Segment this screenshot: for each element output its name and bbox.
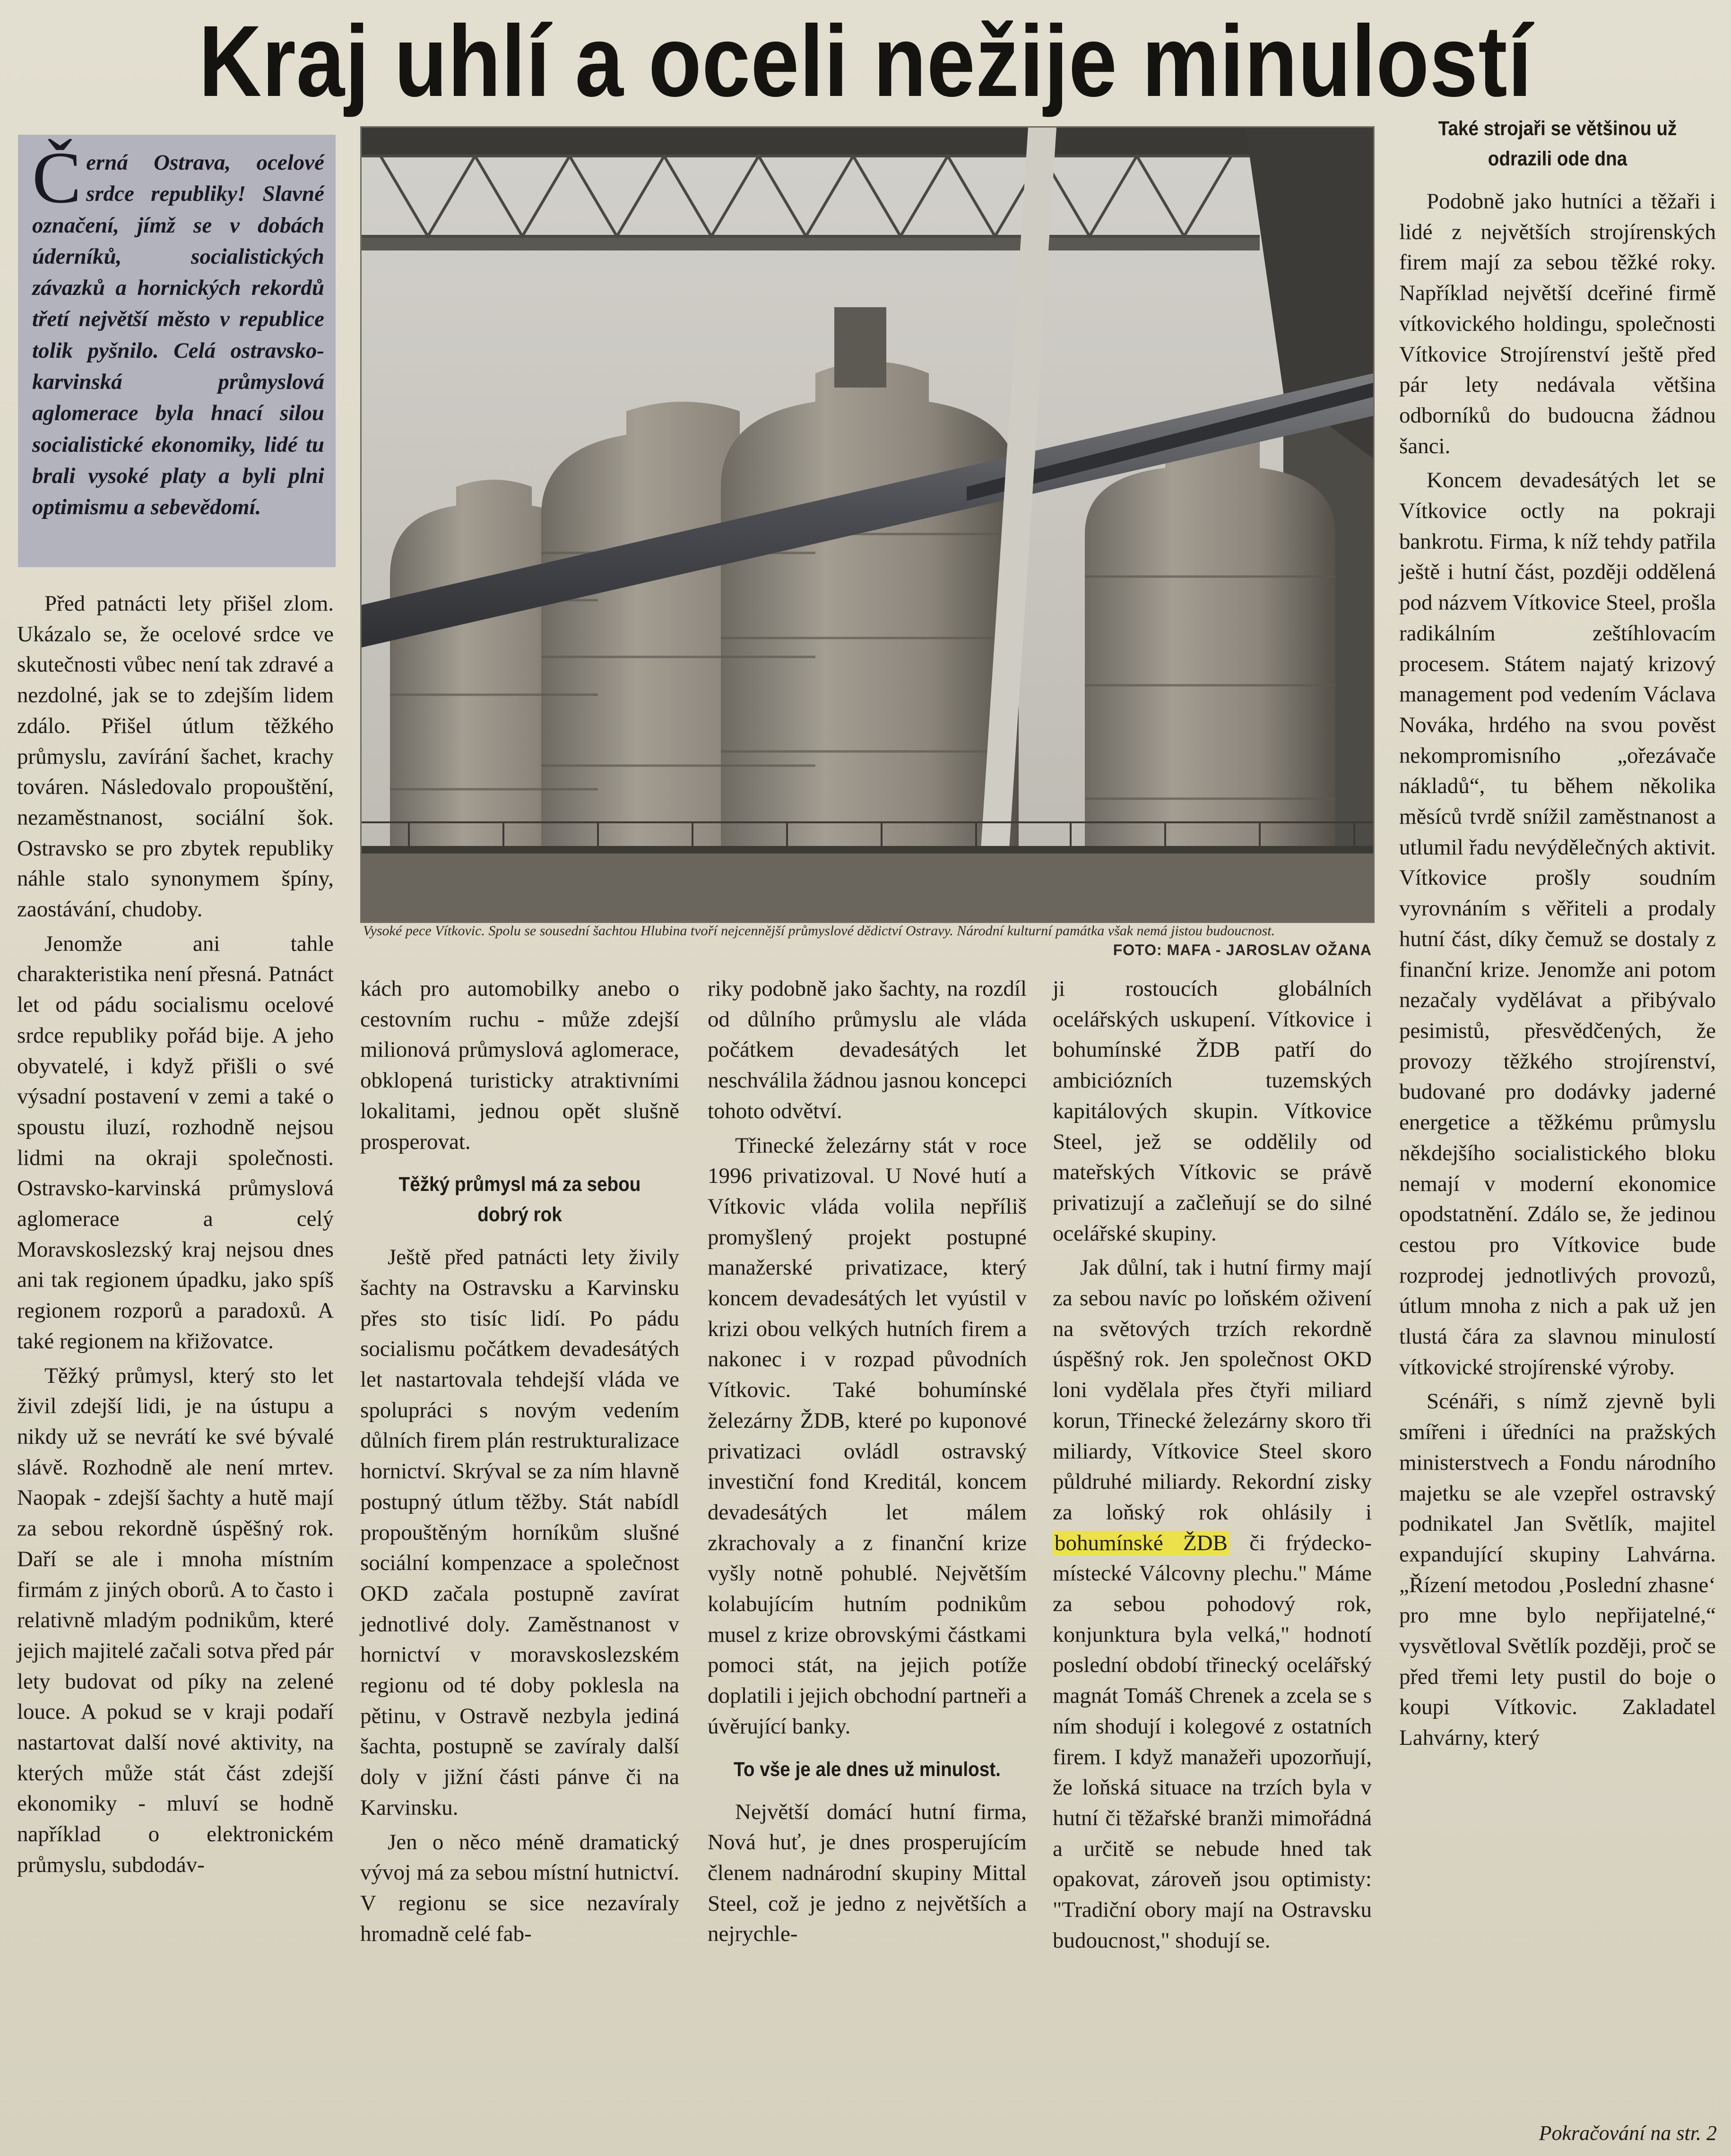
paragraph: Třinecké železárny stát v roce 1996 privatizoval. U Nové hutí a Vítkovic vláda volila nepříliš promyšlený projekt postupné manažerské privatizace, který koncem devadesátých let vyústil v krizi obou velkých hutních firem a nakonec i v rozpad původních Vítkovic. Také bohumínské železárny ŽDB, které po kuponové privatizaci ovládl ostravský investiční fond Kreditál, koncem devadesátých let málem zkrachovaly a z finanční krize vyšly notně pohublé. Největším kolabujícím hutním podnikům musel z krize obrovskými částkami pomoci stát, na jejich potíže doplatili i jejich obchodní partneři a úvěrující banky.	[708, 1133, 1027, 1739]
paragraph: Jenomže ani tahle charakteristika není přesná. Patnáct let od pádu socialismu ocelové srdce republiky pořád bije. A jeho obyvatelé, i když přišli o své výsadní postavení v zemi a také o spoustu iluzí, rozhodně nejsou lidmi na okraji společnosti. Ostravsko-karvinská průmyslová aglomerace a celý Moravskoslezský kraj nejsou dnes ani tak regionem úpadku, jako spíš regionem rozporů a paradoxů. A také regionem na křižovatce.	[17, 931, 334, 1354]
paragraph-text: či frýdecko-místecké Válcovny plechu." Máme za sebou pohodový rok, konjunktura byla velká," hodnotí poslední období třinecký ocelářský magnát Tomáš Chrenek a zcela se s ním shodují i kolegové z ostatních firem. I když manažeři upozorňují, že loňská situace na trzích byla v hutní či těžařské branži mimořádná a určitě se nebude hned tak opakovat, zároveň jsou optimisty: "Tradiční obory mají na Ostravsku budoucnost," shodují se.	[1053, 1530, 1372, 1953]
blast-furnace-image	[362, 128, 1373, 922]
drop-cap: Č	[32, 137, 82, 218]
photo-credit: FOTO: MAFA - JAROSLAV OŽANA	[1113, 941, 1372, 958]
blast-furnace-photo	[362, 128, 1373, 922]
paragraph: Ještě před patnácti lety živily šachty na Ostravsku a Karvinsku přes sto tisíc lidí. Po pádu socialismu počátkem devadesátých let nastartovala tehdejší vláda ve spolupráci s novým vedením důlních firem plán restrukturalizace hornictví. Skrýval se za ním hlavně postupný útlum těžby. Stát nabídl propouštěným horníkům slušné sociální kompenzace a společnost OKD začala postupně zavírat jednotlivé doly. Zaměstnanost v hornictví v moravskoslezském regionu od té doby poklesla na pětinu, v Ostravě nezbyla jediná šachta, postupně se zavíraly další doly v jižní části pánve či na Karvinsku.	[360, 1245, 679, 1820]
paragraph: Největší domácí hutní firma, Nová huť, je dnes prosperujícím členem nadnárodní skupiny Mittal Steel, což je jedno z největších a nejrychle-	[708, 1799, 1027, 1947]
paragraph: ji rostoucích globálních ocelářských uskupení. Vítkovice i bohumínské ŽDB patří do ambiciózních tuzemských kapitálových skupin. Vítkovice Steel, jež se oddělily od mateřských Vítkovic se právě privatizují a začleňují se do silné ocelářské skupiny.	[1053, 976, 1372, 1246]
paragraph: Těžký průmysl, který sto let živil zdejší lidi, je na ústupu a nikdy už se nevrátí ke své bývalé slávě. Rozhodně ale není mrtev. Naopak - zdejší šachty a hutě mají za sebou rekordně úspěšný rok. Daří se ale i mnoha místním firmám z jiných oborů. A to často i relativně mladým podnikům, které jejich majitelé začali sotva před pár lety budovat od píky na zelené louce. A pokud se v kraji podaří nastartovat další nové aktivity, na kterých může stát část zdejší ekonomiky - mluví se hodně například o elektronickém průmyslu, subdodáv-	[17, 1363, 334, 1877]
caption-text: Vysoké pece Vítkovic. Spolu se sousední šachtou Hlubina tvoří nejcennější průmyslové dědictví Ostravy. Národní kulturní památka však nemá jistou budoucnost.	[363, 923, 1275, 939]
column-3	[708, 974, 1027, 1953]
headline: Kraj uhlí a oceli nežije minulostí	[199, 5, 1532, 118]
paragraph: Jen o něco méně dramatický vývoj má za sebou místní hutnictví. V regionu se sice nezavíraly hromadně celé fab-	[360, 1829, 679, 1946]
continued-note: Pokračování na str. 2	[1539, 2122, 1717, 2145]
paragraph	[1053, 1252, 1372, 1956]
photo-caption	[363, 922, 1372, 964]
paragraph: kách pro automobilky anebo o cestovním ruchu - může zdejší milionová průmyslová aglomerace, obklopená turisticky atraktivními lokalitami, jednou opět slušně prosperovat.	[360, 976, 679, 1154]
paragraph: Před patnácti lety přišel zlom. Ukázalo se, že ocelové srdce ve skutečnosti vůbec není tak zdravé a nezdolné, jak se to zdejším lidem zdálo. Přišel útlum těžkého průmyslu, zavírání šachet, krachy továren. Následovalo propouštění, nezaměstnanost, sociální šok. Ostravsko se pro zbytek republiky náhle stalo synonymem špíny, zaostávání, chudoby.	[17, 591, 334, 922]
section-heading: Těžký průmysl má za sebou dobrý rok	[398, 1173, 641, 1226]
lede-body: erná Ostrava, ocelové srdce republiky! Slavné označení, jímž se v dobách úderníků, socialistických závazků a hornických rekordů třetí největší město v republice tolik pyšnilo. Celá ostravsko-karvinská průmyslová aglomerace byla hnací silou socialistické ekonomiky, lidé tu brali vysoké platy a byli plni optimismu a sebevědomí.	[32, 150, 324, 520]
lede-box	[18, 135, 336, 567]
column-4	[1053, 974, 1372, 1960]
paragraph: riky podobně jako šachty, na rozdíl od důlního průmyslu ale vláda počátkem devadesátých let neschválila žádnou jasnou koncepci tohoto odvětví.	[708, 976, 1027, 1123]
paragraph: Koncem devadesátých let se Vítkovice octly na pokraji bankrotu. Firma, k níž tehdy patřila ještě i hutní část, později oddělená pod názvem Vítkovice Steel, prošla radikálním zeštíhlovacím procesem. Státem najatý krizový management pod vedením Václava Nováka, hrdého na svou pověst nekompromisního „ořezávače nákladů“, tu během několika měsíců tvrdě snížil zaměstnanost a utlumil řadu nevýdělečných aktivit. Vítkovice prošly soudním vyrovnáním s věřiteli a prodaly hutní část, díky čemuž se dostaly z finanční krize. Jenomže ani potom nezačaly vydělávat a přibývalo pesimistů, přesvědčených, že provozy těžkého strojírenství, budované pro dodávky jaderné energetice a těžkému průmyslu někdejšího socialistického bloku nemají v moderní ekonomice opodstatnění. Zdálo se, že jedinou cestou pro Vítkovice bude rozprodej jednotlivých provozů, útlum mnoha z nich a pak už jen tlustá čára za slavnou minulostí vítkovické strojírenské výroby.	[1399, 468, 1716, 1380]
paragraph-text: Jak důlní, tak i hutní firmy mají za sebou navíc po loňském oživení na světových trzích rekordně úspěšný rok. Jen společnost OKD loni vydělala přes čtyři miliard korun, Třinecké železárny skoro tři miliardy, Vítkovice Steel skoro půldruhé miliardy. Rekordní zisky za loňský rok ohlásily i	[1053, 1255, 1372, 1525]
column-5	[1399, 113, 1716, 1757]
lede-text	[32, 137, 324, 523]
paragraph: Podobně jako hutníci a těžaři i lidé z největších strojírenských firem mají za sebou těžké roky. Například největší dceřiné firmě vítkovického holdingu, společnosti Vítkovice Strojírenství ještě před pár lety nedávala většina odborníků do budoucna žádnou šanci.	[1399, 189, 1716, 458]
paragraph: Scénáři, s nímž zjevně byli smířeni i úředníci na pražských ministerstvech a Fondu národního majetku se ale vzepřel ostravský podnikatel Jan Světlík, majitel expandující skupiny Lahvárna. „Řízení metodou ‚Poslední zhasne‘ pro mne bylo nepřijatelné,“ vysvětloval Světlík později, proč se před třemi lety pustil do boje o koupi Vítkovic. Zakladatel Lahvárny, který	[1399, 1389, 1716, 1751]
column-2	[360, 974, 679, 1953]
section-heading: Také strojaři se většinou už odrazili ode dna	[1438, 117, 1677, 170]
section-heading: To vše je ale dnes už minulost.	[734, 1758, 1001, 1781]
highlighted-text: bohumínské ŽDB	[1053, 1531, 1229, 1555]
column-1	[17, 588, 334, 1884]
